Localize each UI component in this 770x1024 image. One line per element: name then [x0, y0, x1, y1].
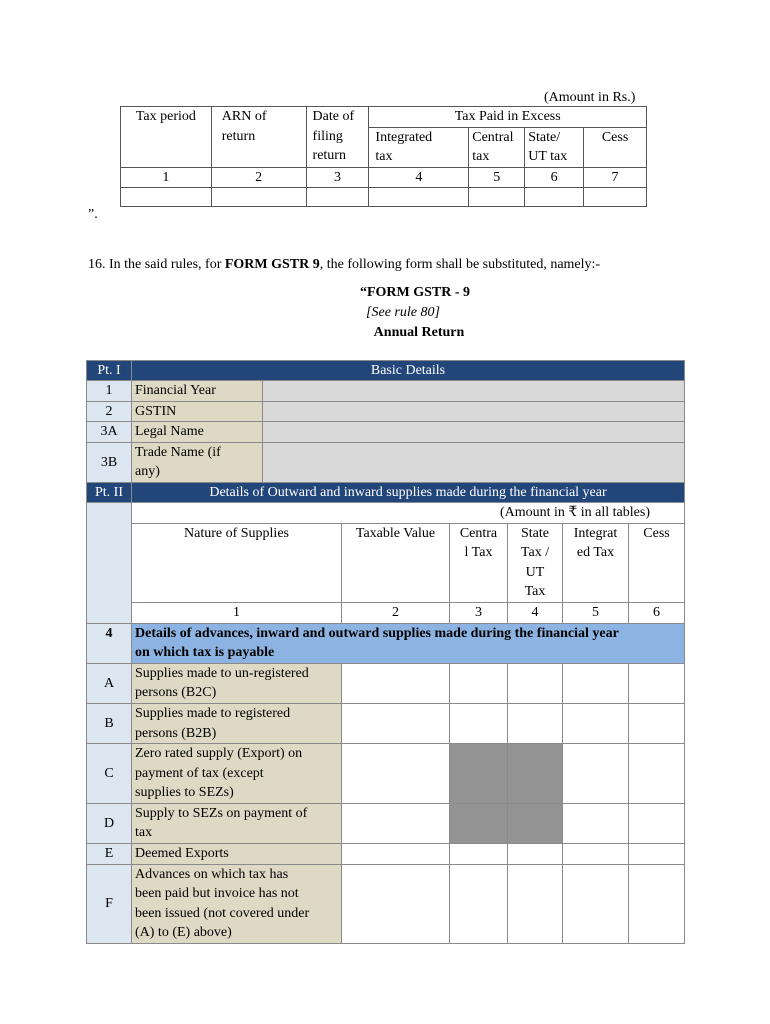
header-date-of-filing: Date of filing return [306, 107, 369, 168]
col-number: 3 [450, 602, 508, 623]
central-tax-cell[interactable] [450, 844, 508, 865]
col-number: 4 [369, 167, 469, 188]
row-label-export: Zero rated supply (Export) on payment of tax (except supplies to SEZs) [132, 744, 342, 804]
excess-tax-table [120, 106, 647, 207]
col-integrated-tax: Integrat ed Tax [563, 523, 629, 602]
col-number: 2 [211, 167, 306, 188]
taxable-value-cell[interactable] [342, 744, 450, 804]
header-arn: ARN of return [211, 107, 306, 168]
empty-cell[interactable] [469, 188, 525, 207]
taxable-value-cell[interactable] [342, 844, 450, 865]
col-nature-of-supplies: Nature of Supplies [132, 523, 342, 602]
top-amount-note: (Amount in Rs.) [544, 90, 636, 105]
empty-cell[interactable] [369, 188, 469, 207]
integrated-tax-cell[interactable] [563, 844, 629, 865]
part1-label: Pt. I [87, 361, 132, 381]
cess-cell[interactable] [629, 803, 685, 843]
closing-quote: ”. [88, 207, 98, 222]
row-label-deemed-exports: Deemed Exports [132, 844, 342, 865]
financial-year-field[interactable] [263, 381, 685, 402]
legal-name-label: Legal Name [132, 422, 263, 443]
form-title: “FORM GSTR - 9 [359, 285, 471, 300]
col-number: 4 [508, 602, 563, 623]
row-letter: C [87, 744, 132, 804]
header-tax-period: Tax period [121, 107, 212, 168]
col-central-tax: Centra l Tax [450, 523, 508, 602]
cess-cell[interactable] [629, 703, 685, 743]
central-tax-disabled-cell [450, 803, 508, 843]
header-integrated-tax: Integrated tax [369, 127, 469, 167]
col-number: 6 [629, 602, 685, 623]
empty-cell[interactable] [211, 188, 306, 207]
part2-spacer [87, 502, 132, 623]
row-letter: D [87, 803, 132, 843]
section-4-title: Details of advances, inward and outward supplies made during the financial year on which tax is payable [132, 623, 685, 663]
empty-cell[interactable] [584, 188, 647, 207]
integrated-tax-cell[interactable] [563, 663, 629, 703]
col-taxable-value: Taxable Value [342, 523, 450, 602]
trade-name-label: Trade Name (if any) [132, 442, 263, 482]
taxable-value-cell[interactable] [342, 864, 450, 943]
row-letter: F [87, 864, 132, 943]
central-tax-cell[interactable] [450, 864, 508, 943]
row-number: 3A [87, 422, 132, 443]
taxable-value-cell[interactable] [342, 663, 450, 703]
cess-cell[interactable] [629, 864, 685, 943]
financial-year-label: Financial Year [132, 381, 263, 402]
row-letter: A [87, 663, 132, 703]
integrated-tax-cell[interactable] [563, 703, 629, 743]
section-number: 4 [87, 623, 132, 663]
integrated-tax-cell[interactable] [563, 803, 629, 843]
state-tax-cell[interactable] [508, 844, 563, 865]
legal-name-field[interactable] [263, 422, 685, 443]
col-number: 1 [121, 167, 212, 188]
header-cess: Cess [584, 127, 647, 167]
central-tax-disabled-cell [450, 744, 508, 804]
central-tax-cell[interactable] [450, 663, 508, 703]
col-number: 3 [306, 167, 369, 188]
col-state-ut-tax: State Tax / UT Tax [508, 523, 563, 602]
header-central-tax: Central tax [469, 127, 525, 167]
annual-return-table [86, 360, 685, 944]
header-state-ut-tax: State/ UT tax [525, 127, 584, 167]
integrated-tax-cell[interactable] [563, 864, 629, 943]
row-number: 3B [87, 442, 132, 482]
row-label-b2b: Supplies made to registered persons (B2B) [132, 703, 342, 743]
form-subtitle: Annual Return [373, 325, 465, 340]
header-tax-paid-excess: Tax Paid in Excess [369, 107, 647, 128]
gstin-label: GSTIN [132, 401, 263, 422]
form-rule: [See rule 80] [366, 305, 440, 320]
state-tax-disabled-cell [508, 803, 563, 843]
row-label-sez: Supply to SEZs on payment of tax [132, 803, 342, 843]
state-tax-cell[interactable] [508, 663, 563, 703]
state-tax-disabled-cell [508, 744, 563, 804]
cess-cell[interactable] [629, 844, 685, 865]
cess-cell[interactable] [629, 663, 685, 703]
row-label-advances: Advances on which tax has been paid but invoice has not been issued (not covered under (A) to (E) above) [132, 864, 342, 943]
col-number: 7 [584, 167, 647, 188]
state-tax-cell[interactable] [508, 864, 563, 943]
col-number: 1 [132, 602, 342, 623]
row-letter: E [87, 844, 132, 865]
cess-cell[interactable] [629, 744, 685, 804]
taxable-value-cell[interactable] [342, 703, 450, 743]
empty-cell[interactable] [525, 188, 584, 207]
col-number: 5 [563, 602, 629, 623]
row-label-b2c: Supplies made to un-registered persons (B2C) [132, 663, 342, 703]
part1-title: Basic Details [132, 361, 685, 381]
trade-name-field[interactable] [263, 442, 685, 482]
gstin-field[interactable] [263, 401, 685, 422]
col-number: 2 [342, 602, 450, 623]
col-number: 5 [469, 167, 525, 188]
col-cess: Cess [629, 523, 685, 602]
central-tax-cell[interactable] [450, 703, 508, 743]
row-number: 1 [87, 381, 132, 402]
integrated-tax-cell[interactable] [563, 744, 629, 804]
taxable-value-cell[interactable] [342, 803, 450, 843]
row-number: 2 [87, 401, 132, 422]
col-number: 6 [525, 167, 584, 188]
part2-label: Pt. II [87, 482, 132, 502]
form-name: FORM GSTR 9 [224, 257, 320, 272]
part2-title: Details of Outward and inward supplies made during the financial year [132, 482, 685, 502]
instruction-text: 16. In the said rules, for FORM GSTR 9, the following form shall be substituted, namely:- [88, 257, 601, 272]
part2-amount-note: (Amount in ₹ in all tables) [132, 502, 685, 523]
empty-cell[interactable] [306, 188, 369, 207]
state-tax-cell[interactable] [508, 703, 563, 743]
empty-cell[interactable] [121, 188, 212, 207]
row-letter: B [87, 703, 132, 743]
